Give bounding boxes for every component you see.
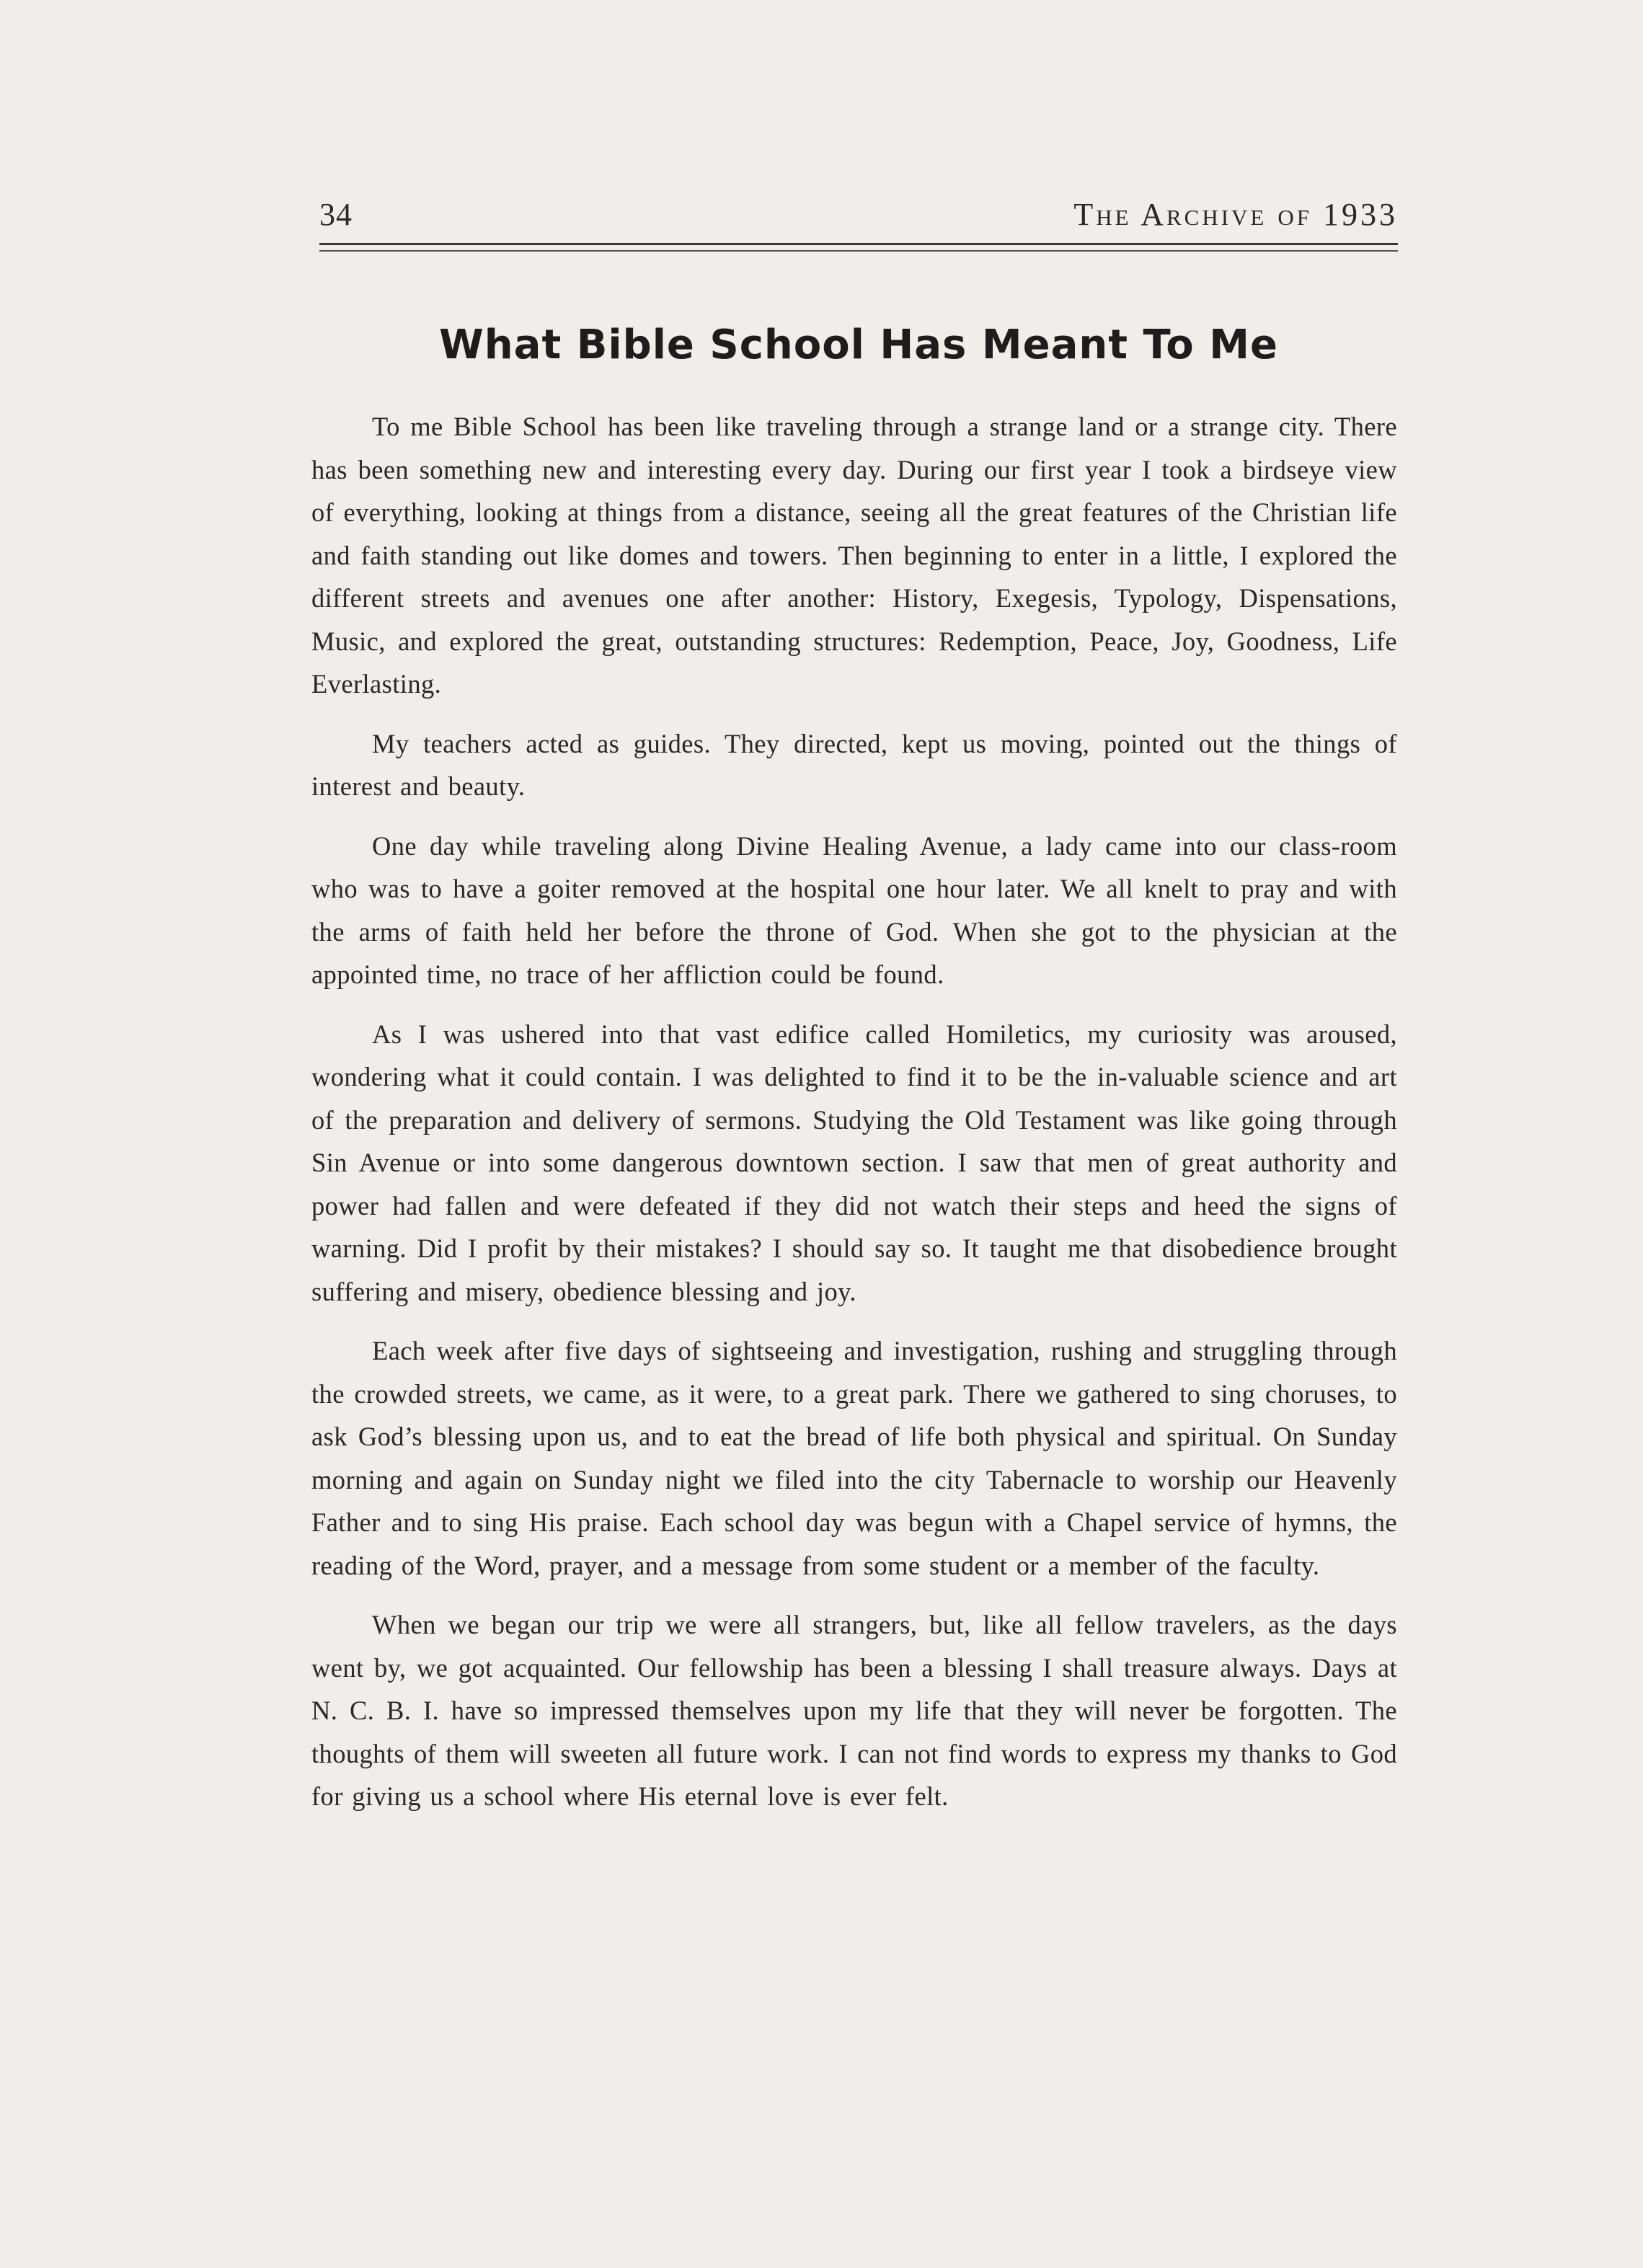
header-rule-thin <box>319 250 1398 252</box>
article-title: What Bible School Has Meant To Me <box>439 322 1278 368</box>
paragraph-6: When we began our trip we were all strangers, but, like all fellow travelers, as the days went by, we got acquainted. Our fellowship has been a blessing I shall treasure always. Days at N. C. B. I. have so impressed themselves upon my life that they will never be forgotten. The thoughts of them will sweeten all future work. I can not find words to express my thanks to God for giving us a school where His eternal love is ever felt. <box>311 1610 1397 1811</box>
header-rule-thick <box>319 243 1398 245</box>
article-body <box>311 405 1397 1835</box>
page-number: 34 <box>319 197 353 232</box>
paragraph-5: Each week after five days of sightseeing and investigation, rushing and struggling through the crowded streets, we came, as it were, to a great park. There we gathered to sing choruses, to ask God’s blessing upon us, and to eat the bread of life both physical and spiritual. On Sunday morning and again on Sunday night we filed into the city Tabernacle to worship our Heavenly Father and to sing His praise. Each school day was begun with a Chapel service of hymns, the reading of the Word, prayer, and a message from some student or a member of the faculty. <box>311 1336 1397 1580</box>
running-head: The Archive of 1933 <box>1073 197 1398 232</box>
paragraph-2: My teachers acted as guides. They directed, kept us moving, pointed out the things of interest and beauty. <box>311 728 1397 801</box>
paragraph-1: To me Bible School has been like traveling through a strange land or a strange city. There has been something new and interesting every day. During our first year I took a birdseye view of everything, looking at things from a distance, seeing all the great features of the Christian life and faith standing out like domes and towers. Then beginning to enter in a little, I explored the different streets and avenues one after another: History, Exegesis, Typology, Dispensations, Music, and explored the great, outstanding structures: Redemption, Peace, Joy, Goodness, Life Everlasting. <box>311 412 1397 699</box>
paragraph-4: As I was ushered into that vast edifice called Homiletics, my curiosity was aroused, wondering what it could contain. I was delighted to find it to be the in-valuable science and art of the preparation and delivery of sermons. Studying the Old Testament was like going through Sin Avenue or into some dangerous downtown section. I saw that men of great authority and power had fallen and were defeated if they did not watch their steps and heed the signs of warning. Did I profit by their mistakes? I should say so. It taught me that disobedience brought suffering and misery, obedience blessing and joy. <box>311 1019 1397 1306</box>
page-header <box>319 196 1398 239</box>
paragraph-3: One day while traveling along Divine Healing Avenue, a lady came into our class-room who was to have a goiter removed at the hospital one hour later. We all knelt to pray and with the arms of faith held her before the throne of God. When she got to the physician at the appointed time, no trace of her affliction could be found. <box>311 830 1397 989</box>
